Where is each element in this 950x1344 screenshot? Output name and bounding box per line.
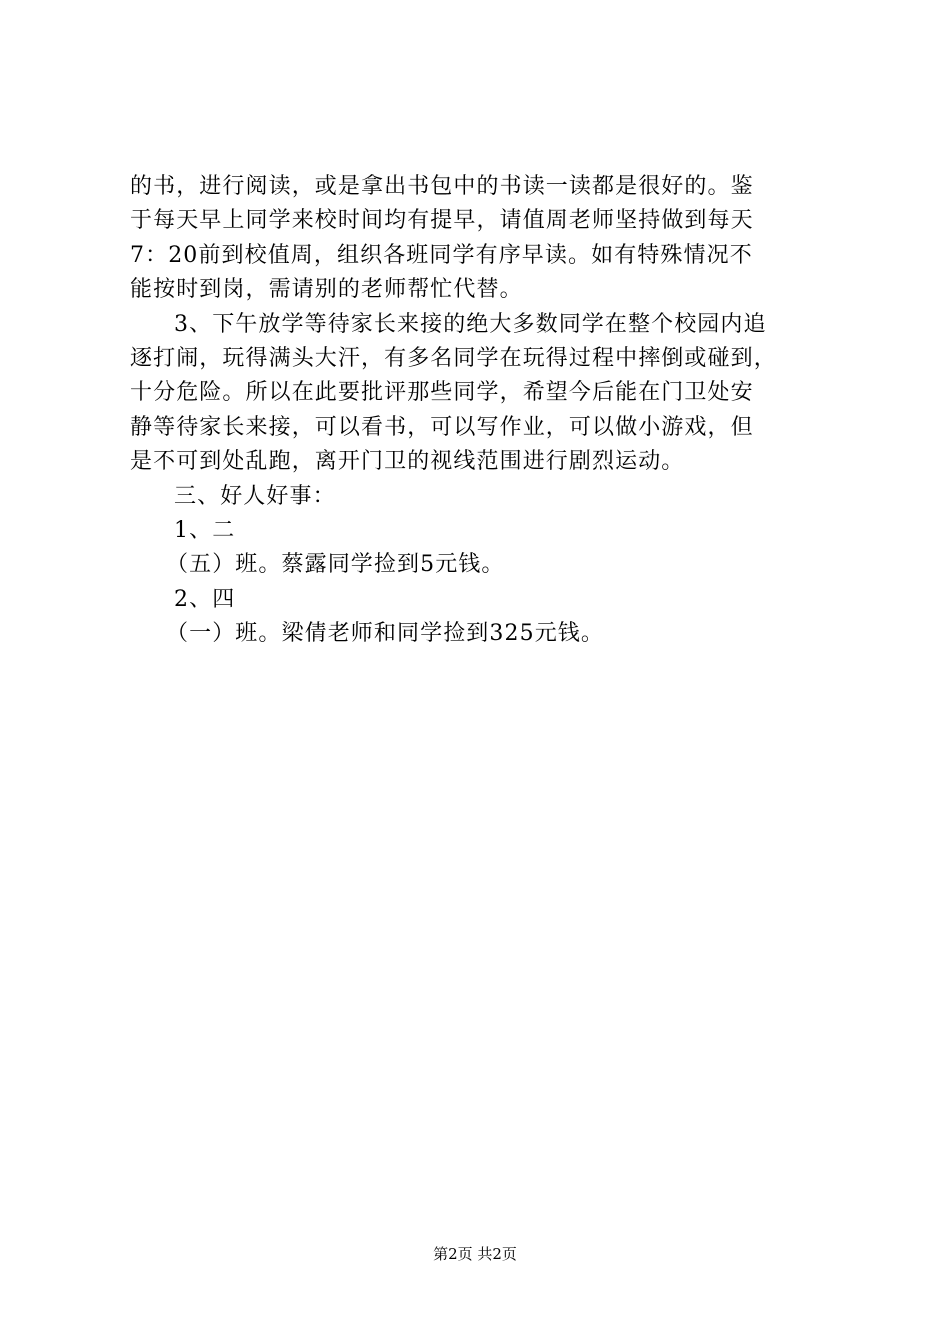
list-item-text: （五）班。蔡露同学捡到5元钱。: [166, 552, 505, 578]
text-line: 于每天早上同学来校时间均有提早，请值周老师坚持做到每天: [130, 208, 754, 234]
page-footer: 第2页 共2页: [433, 1245, 517, 1263]
list-item-text: （一）班。梁倩老师和同学捡到325元钱。: [166, 621, 604, 647]
text-line: 能按时到岗，需请别的老师帮忙代替。: [130, 277, 523, 303]
text-line: 7：20前到校值周，组织各班同学有序早读。如有特殊情况不: [130, 242, 753, 268]
text-line: 十分危险。所以在此要批评那些同学，希望今后能在门卫处安: [130, 380, 754, 406]
body-text: [130, 170, 840, 651]
text-line: 3、下午放学等待家长来接的绝大多数同学在整个校园内追: [174, 311, 767, 337]
text-line: 逐打闹，玩得满头大汗，有多名同学在玩得过程中摔倒或碰到，: [130, 345, 777, 371]
text-line: 是不可到处乱跑，离开门卫的视线范围进行剧烈运动。: [130, 449, 685, 475]
text-line: 的书，进行阅读，或是拿出书包中的书读一读都是很好的。鉴: [130, 174, 754, 199]
list-item-label: 2、四: [174, 586, 236, 612]
section-heading: 三、好人好事：: [174, 483, 336, 509]
text-line: 静等待家长来接，可以看书，可以写作业，可以做小游戏，但: [130, 414, 754, 440]
list-item-label: 1、二: [174, 517, 236, 543]
